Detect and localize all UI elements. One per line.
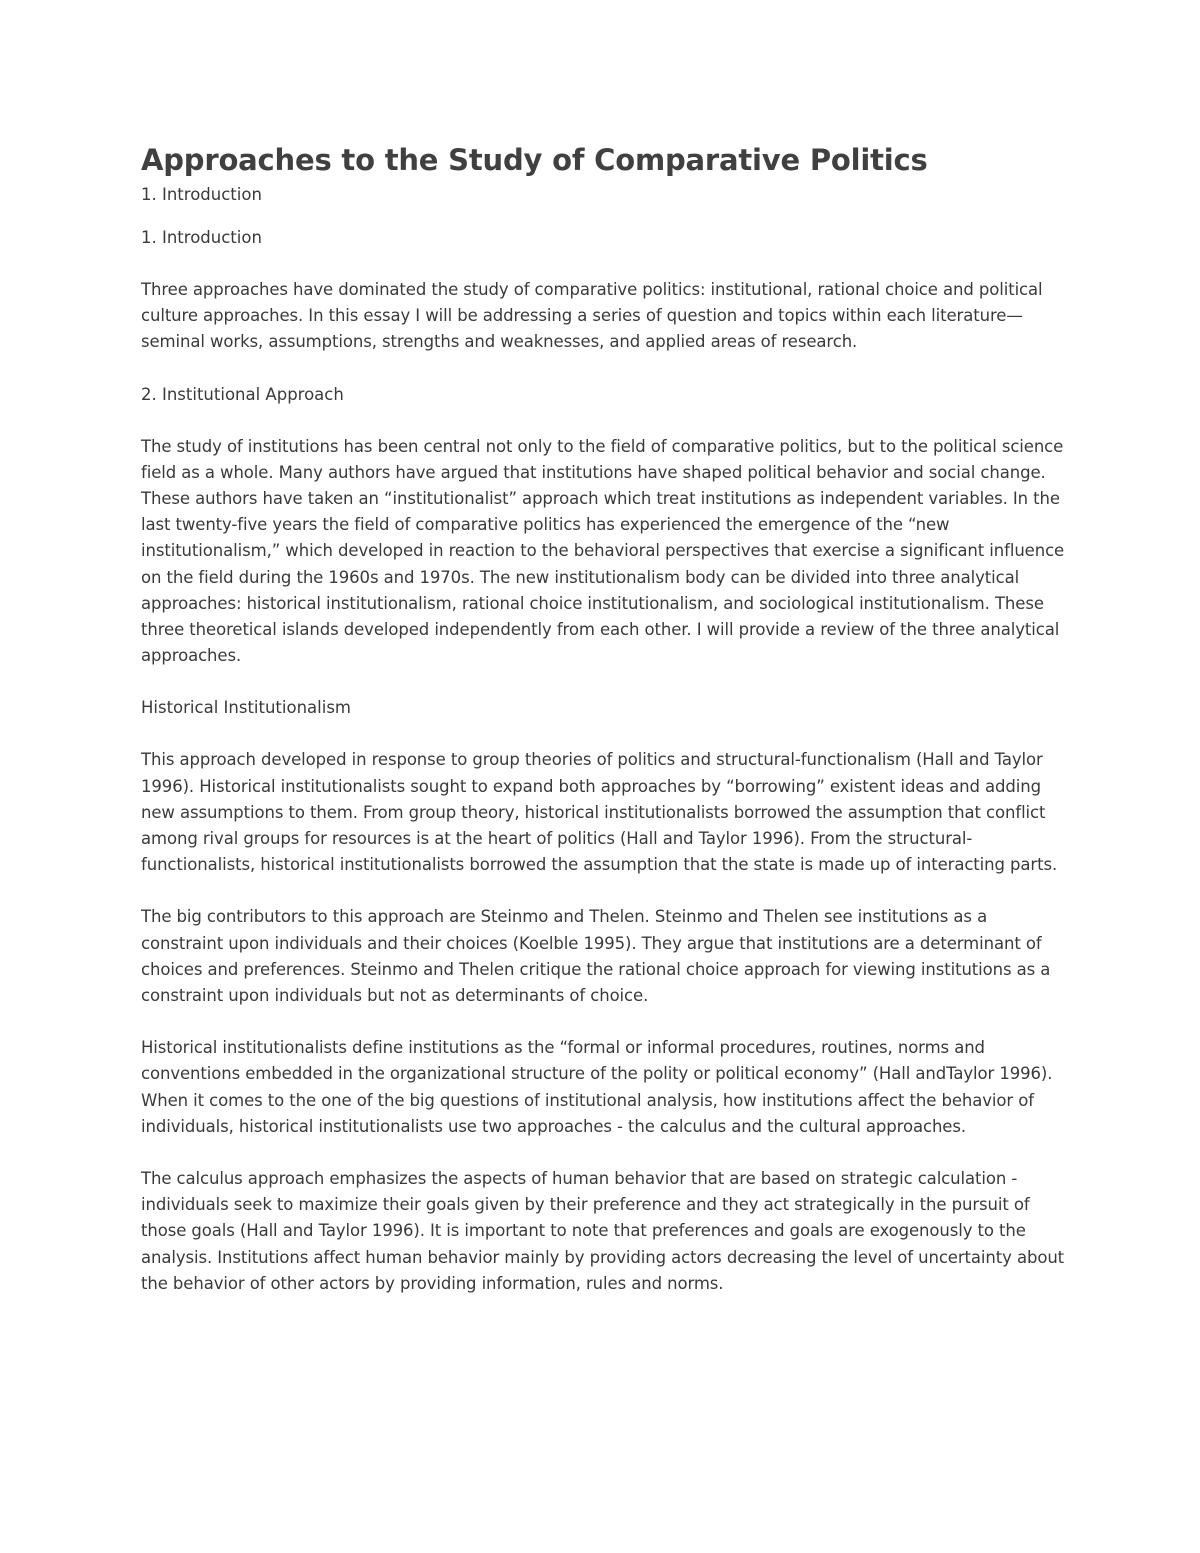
paragraph-introduction: Three approaches have dominated the study of comparative politics: institutional, rational choice and political culture approaches. In this essay I will be addressing a series of question and topics within each literature—seminal works, assumptions, strengths and weaknesses, and applied areas of research. bbox=[141, 280, 1043, 352]
toc-item: 1. Introduction bbox=[141, 185, 262, 204]
section-heading-historical-institutionalism: Historical Institutionalism bbox=[141, 698, 351, 718]
paragraph-contributors: The big contributors to this approach are Steinmo and Thelen. Steinmo and Thelen see institutions as a constraint upon individuals and their choices (Koelble 1995). They argue that institutions are a determinant of choices and preferences. Steinmo and Thelen critique the rational choice approach for viewing institutions as a constraint upon individuals but not as determinants of choice. bbox=[141, 907, 1051, 1006]
document-page bbox=[141, 138, 1066, 1323]
paragraph-institutional-approach: The study of institutions has been central not only to the field of comparative politics, but to the political science field as a whole. Many authors have argued that institutions have shaped political behavior and social change. These authors have taken an “institutionalist” approach which treat institutions as independent variables. In the last twenty-five years the field of comparative politics has experienced the emergence of the “new institutionalism,” which developed in reaction to the behavioral perspectives that exercise a significant influence on the field during the 1960s and 1970s. The new institutionalism body can be divided into three analytical approaches: historical institutionalism, rational choice institutionalism, and sociological institutionalism. These three theoretical islands developed independently from each other. I will provide a review of the three analytical approaches. bbox=[141, 436, 1065, 666]
paragraph-historical-origins: This approach developed in response to group theories of politics and structural-functionalism (Hall and Taylor 1996). Historical institutionalists sought to expand both approaches by “borrowing” existent ideas and adding new assumptions to them. From group theory, historical institutionalists borrowed the assumption that conflict among rival groups for resources is at the heart of politics (Hall and Taylor 1996). From the structural-functionalists, historical institutionalists borrowed the assumption that the state is made up of interacting parts. bbox=[141, 750, 1058, 875]
section-heading-institutional-approach: 2. Institutional Approach bbox=[141, 384, 344, 404]
document-title: Approaches to the Study of Comparative Politics bbox=[141, 143, 928, 177]
paragraph-definition: Historical institutionalists define institutions as the “formal or informal procedures, routines, norms and conventions embedded in the organizational structure of the polity or political economy” (Hall andTaylor 1996). When it comes to the one of the big questions of institutional analysis, how institutions affect the behavior of individuals, historical institutionalists use two approaches - the calculus and the cultural approaches. bbox=[141, 1038, 1053, 1136]
paragraph-calculus-approach: The calculus approach emphasizes the aspects of human behavior that are based on strategic calculation - individuals seek to maximize their goals given by their preference and they act strategically in the pursuit of those goals (Hall and Taylor 1996). It is important to note that preferences and goals are exogenously to the analysis. Institutions affect human behavior mainly by providing actors decreasing the level of uncertainty about the behavior of other actors by providing information, rules and norms. bbox=[141, 1169, 1065, 1293]
section-heading-introduction: 1. Introduction bbox=[141, 228, 262, 247]
